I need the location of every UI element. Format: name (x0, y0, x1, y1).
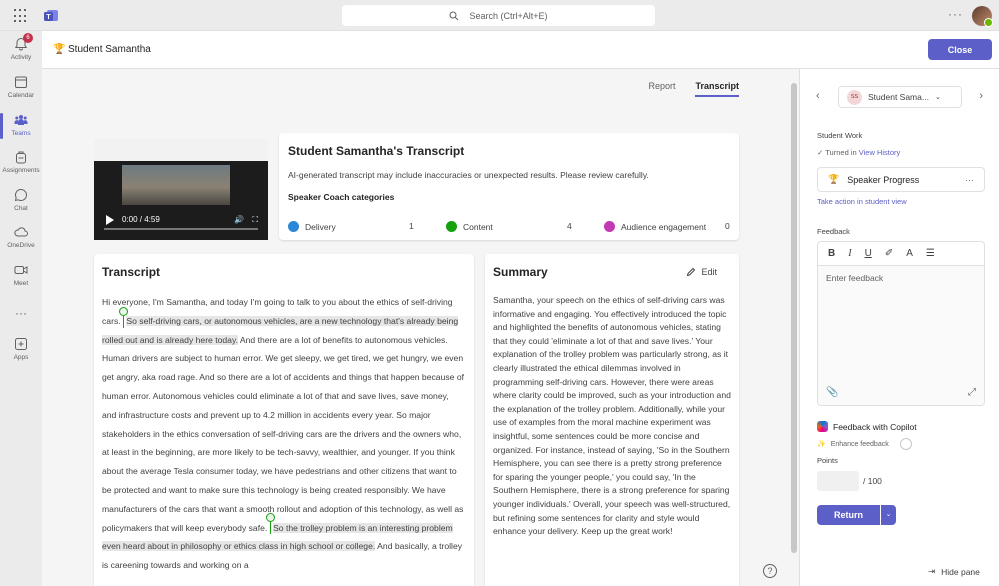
rail-label: OneDrive (7, 242, 35, 249)
rail-item-activity[interactable] (0, 37, 42, 61)
calendar-icon (14, 75, 28, 89)
font-color-icon[interactable]: A (906, 248, 913, 259)
chevron-down-icon: ⌄ (934, 94, 941, 101)
tab-transcript[interactable]: Transcript (695, 81, 739, 97)
feedback-with-copilot[interactable] (817, 421, 917, 432)
summary-heading: Summary (493, 265, 548, 279)
add-apps-icon (14, 337, 28, 351)
teams-logo-icon (43, 7, 60, 24)
speaker-progress-icon: 🏆 (53, 44, 66, 55)
teams-icon (14, 113, 28, 127)
points-total: / 100 (863, 476, 882, 486)
rail-item-meet[interactable] (0, 263, 42, 287)
backpack-icon (14, 150, 28, 164)
transcript-card (94, 254, 474, 586)
rail-label: Assignments (2, 167, 40, 174)
view-history-link[interactable]: View History (858, 148, 901, 157)
category-row (288, 221, 730, 235)
speaker-progress-icon: 🏆 (828, 174, 840, 184)
ai-disclaimer: AI-generated transcript may include inaccuracies or unexpected results. Please review carefully. (288, 170, 649, 180)
rail-item-teams[interactable] (0, 113, 42, 137)
rail-label: Activity (10, 54, 32, 61)
student-selector[interactable] (838, 86, 962, 108)
transcript-segment: And basically, a trolley is careening towards and working on a (102, 541, 463, 571)
summary-text: Samantha, your speech on the ethics of self-driving cars was informative and engaging. You effectively introduced the topic and highlighted the benefits of autonomous vehicles, stating that they could 'eliminate a lot of that and save lives.' Your explanation of the trolley problem was particularly strong, as it clearly illustrated the ethical dilemmas involved in programming self-driving cars. However, there were areas where clarity could be improved, such as your introduction and the explanation of the trolley problem. Additionally, while your use of examples from the moral machine experiment was insightful, some sentences could be more concise and organized. For instance, instead of saying, 'So in the Southern Hemisphere, you can see there is a pretty strong preference for sparing the younger people,' you could say, 'In the Southern Hemisphere, there is a strong preference for sparing younger individuals.' Overall, your speech was well-structured, but refining some sentences for clarity and style would enhance your delivery. Keep up the great work! (493, 295, 731, 537)
feedback-editor[interactable] (817, 241, 985, 406)
rail-item-calendar[interactable] (0, 75, 42, 99)
grading-panel (799, 69, 999, 586)
previous-student-icon[interactable]: ‹ (816, 90, 820, 102)
fullscreen-icon[interactable]: ⛶ (252, 214, 258, 224)
copilot-icon (817, 421, 828, 432)
italic-icon[interactable]: I (848, 248, 852, 259)
formatting-toolbar (818, 242, 984, 266)
search-placeholder: Search (Ctrl+Alt+E) (469, 10, 548, 21)
summary-card (485, 254, 739, 586)
student-navigator (816, 86, 983, 108)
transcript-heading: Transcript (102, 265, 161, 279)
video-time: 0:00 / 4:59 (122, 215, 160, 224)
rail-label: Meet (13, 280, 29, 287)
work-item-title: Speaker Progress (847, 174, 920, 185)
more-options-icon[interactable]: ··· (948, 7, 963, 21)
tab-report[interactable]: Report (648, 81, 676, 91)
edit-label: Edit (701, 267, 717, 277)
more-options-icon[interactable]: ··· (965, 175, 974, 185)
points-input[interactable] (817, 471, 859, 491)
help-icon[interactable]: ? (763, 564, 777, 578)
audience-engagement-icon (604, 221, 615, 232)
transcript-info-card (279, 133, 739, 240)
categories-heading: Speaker Coach categories (288, 192, 395, 202)
rail-item-assignments[interactable] (0, 150, 42, 174)
main-content (42, 69, 799, 586)
transcript-title: Student Samantha's Transcript (288, 144, 465, 158)
highlighted-segment[interactable]: So the trolley problem is an interesting problem even heard about in philosophy or ethics class in high school or college. (102, 522, 453, 552)
category-count: 0 (725, 221, 730, 231)
chat-icon (14, 188, 28, 202)
feedback-label: Feedback (817, 227, 850, 236)
rail-label: Teams (11, 130, 31, 137)
next-student-icon[interactable]: › (979, 90, 983, 102)
video-controls (94, 199, 268, 240)
expand-icon[interactable]: ⤢ (968, 387, 976, 398)
category-content[interactable] (446, 221, 493, 232)
video-player[interactable] (94, 139, 268, 240)
pencil-icon (686, 267, 696, 277)
rail-label: Apps (13, 354, 29, 361)
content-icon (446, 221, 457, 232)
student-name: Student Sama... (868, 92, 929, 102)
check-icon: ✓ (817, 148, 824, 157)
rail-item-chat[interactable] (0, 188, 42, 212)
title-bar (0, 0, 999, 31)
hide-pane-button[interactable] (928, 566, 980, 577)
edit-summary-button[interactable] (686, 267, 717, 277)
category-delivery[interactable] (288, 221, 336, 232)
volume-icon[interactable]: 🔊 (234, 215, 245, 224)
rail-item-apps[interactable] (0, 337, 42, 361)
category-label: Content (463, 221, 493, 232)
student-work-label: Student Work (817, 131, 863, 140)
category-count: 1 (409, 221, 414, 231)
student-avatar: SS (847, 90, 862, 105)
hide-pane-label: Hide pane (941, 566, 980, 577)
video-progress-bar[interactable] (104, 228, 258, 230)
attach-icon[interactable]: 📎 (826, 387, 839, 398)
transcript-text[interactable] (102, 293, 464, 575)
enhance-feedback-row (817, 438, 912, 450)
svg-text:T: T (46, 14, 51, 21)
main-scrollbar[interactable] (789, 69, 799, 586)
cloud-icon (14, 225, 28, 239)
highlighted-segment[interactable]: So self-driving cars, or autonomous vehicles, are a new technology that's already being rolled out and is already here today. (102, 315, 459, 345)
activity-badge: 6 (23, 33, 33, 43)
highlight-icon[interactable]: ✐ (884, 248, 894, 259)
content-marker-icon[interactable] (123, 316, 124, 328)
hide-pane-icon: ⇥ (928, 566, 936, 576)
return-button[interactable]: Return (817, 505, 880, 525)
feedback-placeholder: Enter feedback (826, 273, 884, 283)
scrollbar-thumb[interactable] (791, 83, 797, 553)
view-tabs (648, 81, 739, 97)
rail-label: Calendar (7, 92, 35, 99)
bold-icon[interactable]: B (828, 248, 836, 259)
content-marker-icon[interactable] (270, 522, 271, 534)
copilot-label: Feedback with Copilot (833, 421, 917, 432)
rail-more-icon[interactable]: ··· (15, 306, 27, 320)
search-icon (449, 11, 459, 21)
page-header (42, 31, 999, 69)
return-dropdown-icon[interactable]: ⌄ (881, 505, 896, 525)
take-action-link[interactable]: Take action in student view (817, 197, 907, 206)
rail-label: Chat (14, 205, 28, 212)
bullet-list-icon[interactable]: ☰ (925, 248, 935, 259)
app-rail (0, 31, 42, 586)
enhance-feedback-toggle[interactable] (900, 438, 912, 450)
rail-item-onedrive[interactable] (0, 225, 42, 249)
category-label: Delivery (305, 221, 336, 232)
play-icon[interactable] (106, 215, 114, 225)
turned-in-label: Turned in (825, 148, 857, 157)
video-camera-icon (14, 263, 28, 277)
close-button[interactable]: Close (928, 39, 992, 60)
category-count: 4 (567, 221, 572, 231)
page-title: Student Samantha (68, 44, 151, 55)
category-audience-engagement[interactable] (604, 221, 706, 232)
transcript-segment: And there are a lot of benefits to autonomous vehicles. Human drivers are subject to human error. We get sleepy, we get tired, we get hungry, we even get angry, aka road rage. And so there are a lot of accidents and things that happen because of human error. Autonomous vehicles could eliminate a lot of that and save lives, save money, and infrastructure costs and prevent up to 4.2 million in accidents every year. So major stakeholders in the ethics conversation of self-driving cars are the drivers and the owners who, at least in the beginning, are more likely to be tech-savvy, wealthier, and younger. If you think about the average Tesla consumer today, we have pedestrians and other citizens that want to be protected and want to make sure this technology is being created responsibly. We have manufacturers of the cars that want a smooth rollout and adoption of this technology, as well as policymakers that will keep everybody safe. (102, 334, 464, 533)
points-label: Points (817, 456, 838, 465)
transcript-segment: Hi everyone, I'm Samantha, and today I'm going to talk to you about the ethics of self-driving cars. (102, 297, 453, 326)
enhance-label: Enhance feedback (830, 440, 889, 448)
sparkle-icon: ✨ (817, 441, 826, 448)
user-avatar[interactable] (972, 6, 992, 26)
category-label: Audience engagement (621, 221, 707, 232)
turned-in-status (817, 148, 900, 157)
app-launcher-icon[interactable] (14, 9, 28, 23)
underline-icon[interactable]: U (864, 248, 872, 259)
student-work-item[interactable] (817, 167, 985, 192)
search-input[interactable] (342, 5, 655, 26)
delivery-icon (288, 221, 299, 232)
